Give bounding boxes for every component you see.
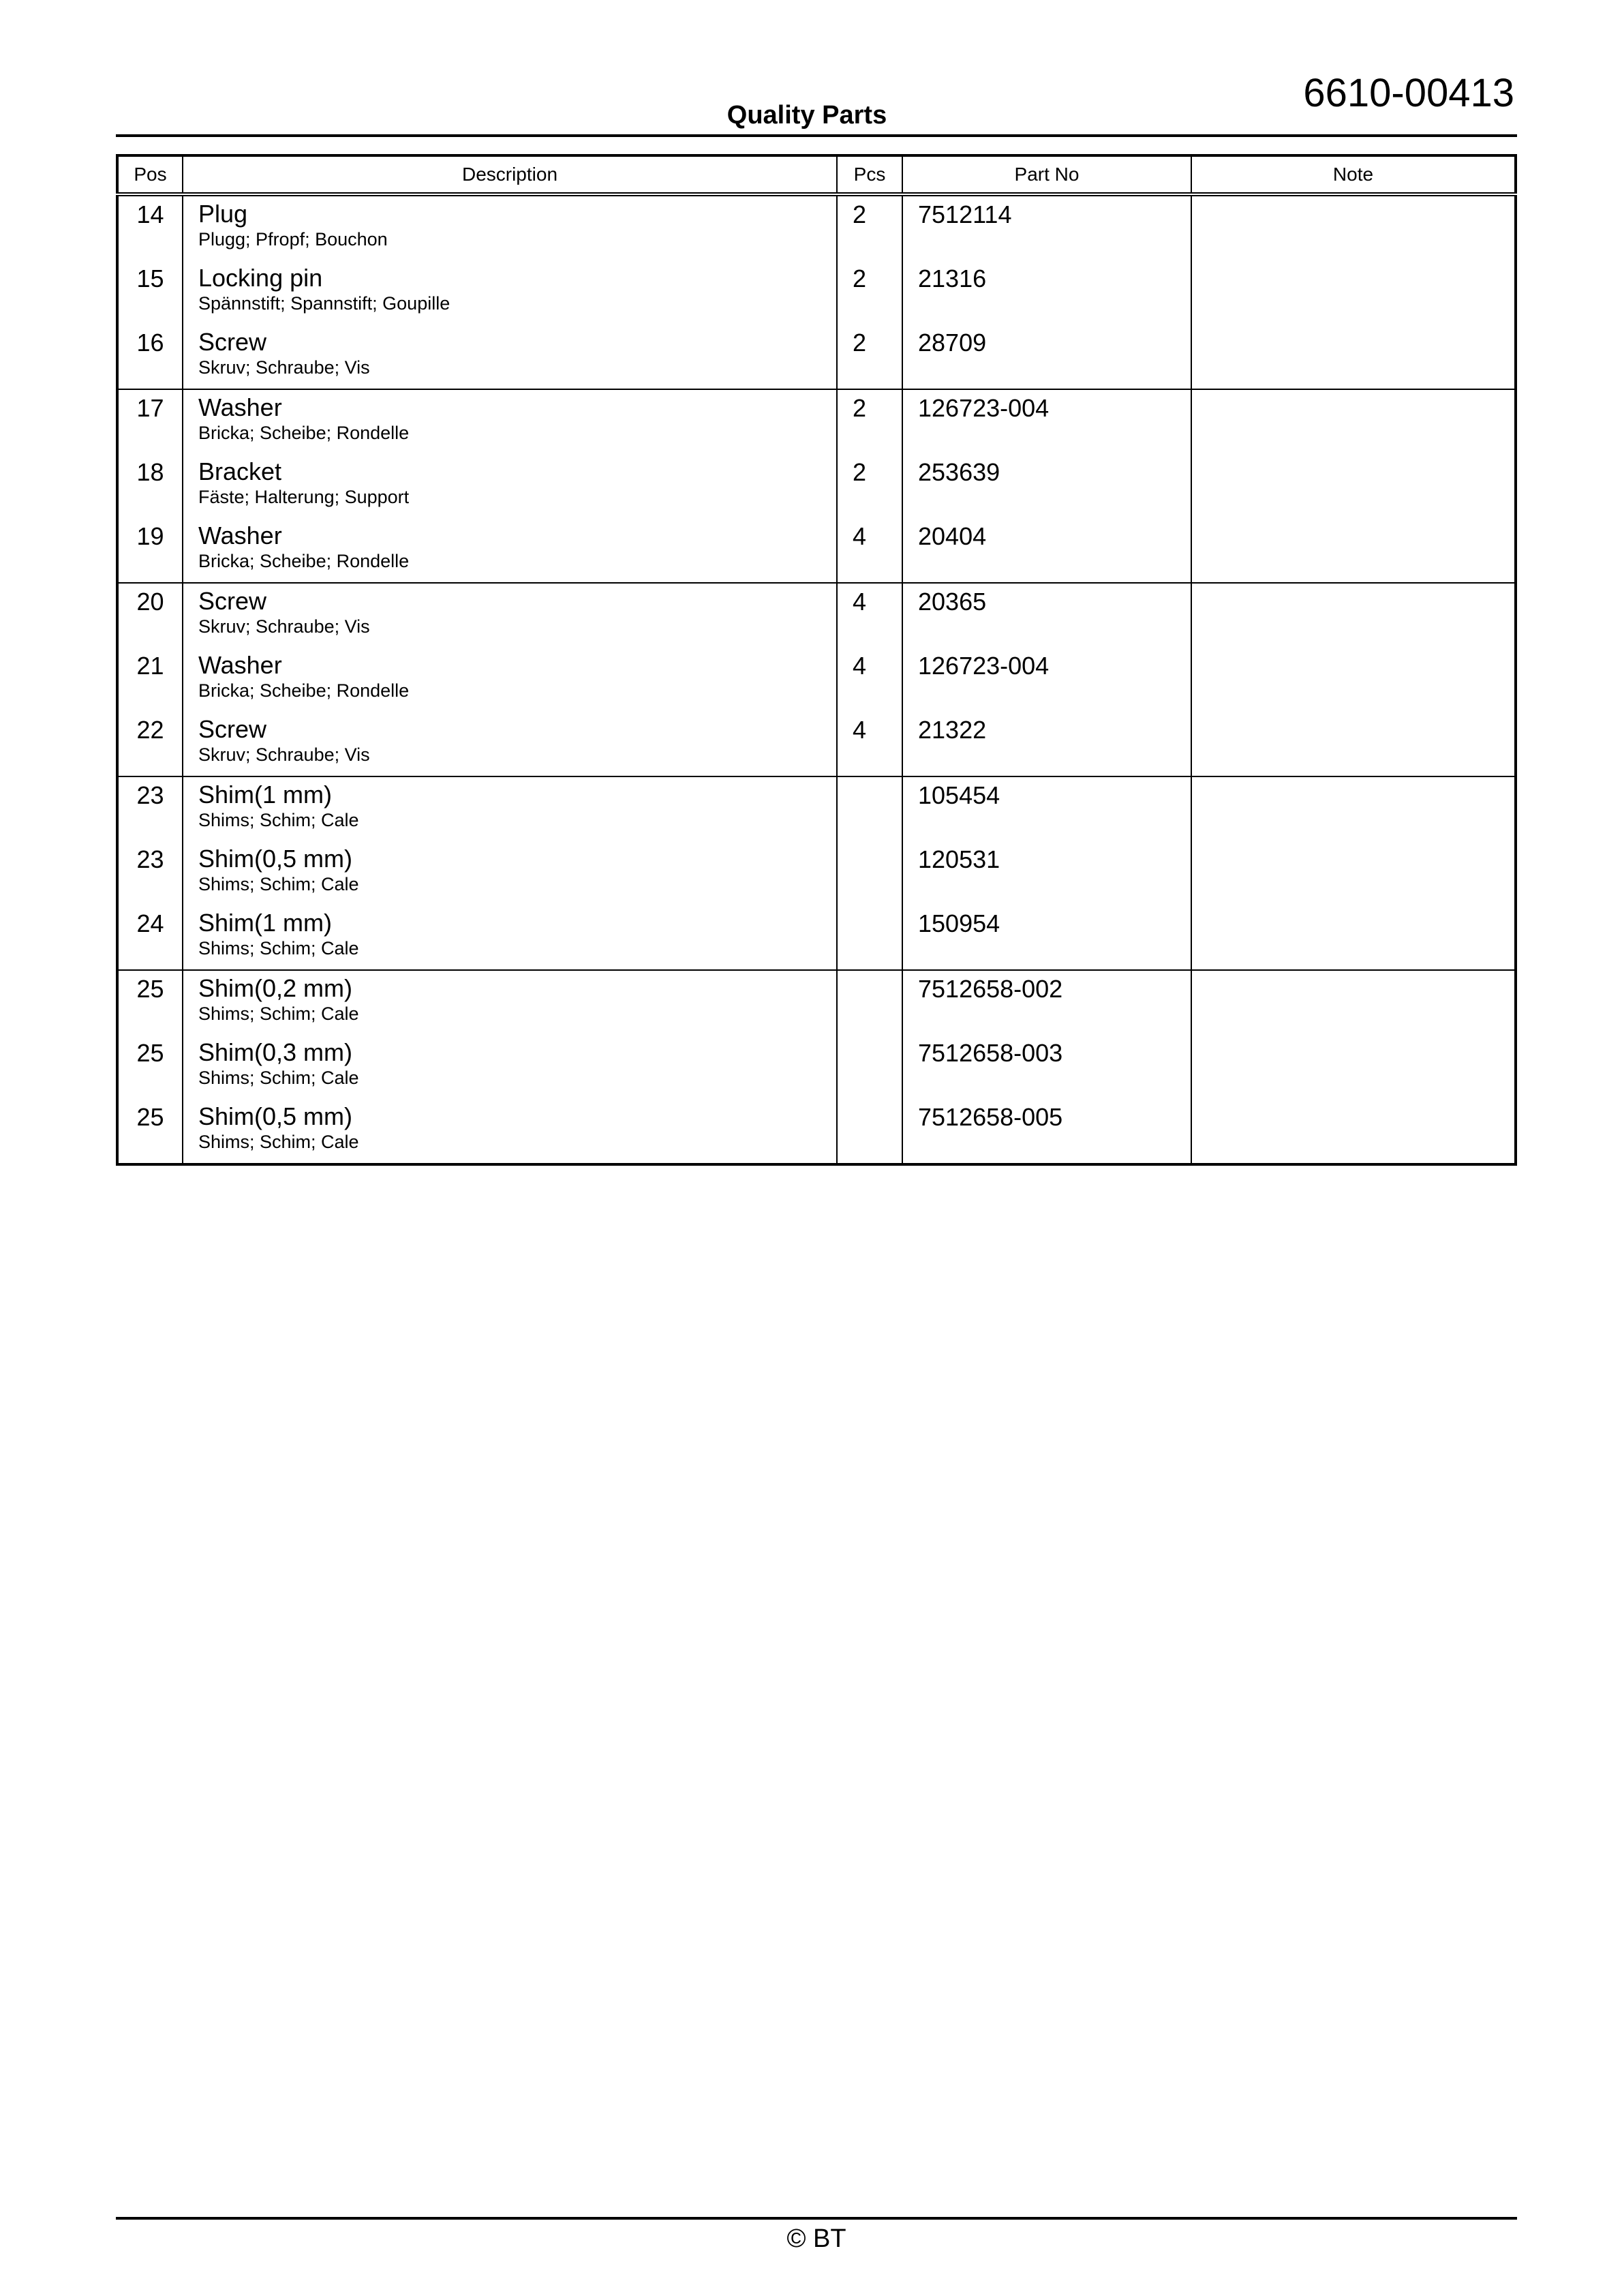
part-name: Screw — [198, 328, 267, 356]
part-name: Washer — [198, 393, 282, 421]
column-header-part-no: Part No — [902, 155, 1191, 194]
part-name: Shim(0,5 mm) — [198, 1102, 353, 1130]
table-row — [117, 648, 1516, 712]
cell-pcs: 2 — [837, 454, 902, 518]
cell-note — [1191, 970, 1516, 1035]
cell-note — [1191, 260, 1516, 324]
cell-part-no: 20365 — [902, 583, 1191, 648]
cell-part-no: 7512658-005 — [902, 1099, 1191, 1164]
table-row — [117, 454, 1516, 518]
cell-note — [1191, 324, 1516, 389]
cell-pcs — [837, 841, 902, 905]
table-row — [117, 841, 1516, 905]
column-header-note: Note — [1191, 155, 1516, 194]
part-translations: Shims; Schim; Cale — [198, 1003, 359, 1024]
cell-note — [1191, 1099, 1516, 1164]
part-translations: Bricka; Scheibe; Rondelle — [198, 551, 410, 571]
table-row — [117, 905, 1516, 970]
cell-note — [1191, 776, 1516, 841]
cell-part-no: 120531 — [902, 841, 1191, 905]
column-header-pos: Pos — [117, 155, 183, 194]
part-translations: Bricka; Scheibe; Rondelle — [198, 680, 410, 701]
cell-pos: 25 — [117, 970, 183, 1035]
column-header-description: Description — [183, 155, 837, 194]
cell-part-no: 126723-004 — [902, 389, 1191, 454]
part-translations: Skruv; Schraube; Vis — [198, 357, 370, 378]
table-row — [117, 1099, 1516, 1164]
cell-part-no: 253639 — [902, 454, 1191, 518]
cell-pos: 23 — [117, 841, 183, 905]
part-translations: Shims; Schim; Cale — [198, 874, 359, 894]
cell-pos: 24 — [117, 905, 183, 970]
part-name: Shim(1 mm) — [198, 909, 332, 937]
cell-note — [1191, 1035, 1516, 1099]
cell-pos: 15 — [117, 260, 183, 324]
cell-pcs: 2 — [837, 324, 902, 389]
part-translations: Shims; Schim; Cale — [198, 1132, 359, 1152]
table-row — [117, 194, 1516, 260]
cell-description — [183, 324, 837, 389]
part-name: Plug — [198, 200, 248, 228]
cell-description — [183, 194, 837, 260]
cell-pcs: 4 — [837, 648, 902, 712]
cell-part-no: 150954 — [902, 905, 1191, 970]
cell-pos: 25 — [117, 1035, 183, 1099]
cell-note — [1191, 583, 1516, 648]
footer-divider — [116, 2217, 1517, 2220]
part-translations: Skruv; Schraube; Vis — [198, 744, 370, 765]
part-name: Locking pin — [198, 264, 323, 292]
cell-description — [183, 1035, 837, 1099]
part-name: Screw — [198, 587, 267, 615]
part-name: Shim(0,2 mm) — [198, 974, 353, 1002]
table-row — [117, 324, 1516, 389]
part-name: Shim(0,3 mm) — [198, 1038, 353, 1066]
page-title: Quality Parts — [726, 101, 887, 130]
table-row — [117, 776, 1516, 841]
cell-description — [183, 518, 837, 583]
cell-part-no: 21316 — [902, 260, 1191, 324]
cell-description — [183, 583, 837, 648]
cell-description — [183, 970, 837, 1035]
cell-pcs — [837, 776, 902, 841]
cell-description — [183, 905, 837, 970]
part-name: Shim(1 mm) — [198, 781, 332, 809]
table-row — [117, 583, 1516, 648]
cell-pcs — [837, 1035, 902, 1099]
cell-description — [183, 454, 837, 518]
header-divider — [116, 134, 1517, 137]
part-name: Shim(0,5 mm) — [198, 845, 353, 873]
cell-description — [183, 776, 837, 841]
table-row — [117, 1035, 1516, 1099]
cell-pcs: 4 — [837, 712, 902, 776]
cell-part-no: 126723-004 — [902, 648, 1191, 712]
cell-note — [1191, 518, 1516, 583]
cell-description — [183, 1099, 837, 1164]
cell-note — [1191, 841, 1516, 905]
table-row — [117, 389, 1516, 454]
cell-pcs — [837, 970, 902, 1035]
parts-table-body — [117, 194, 1516, 1164]
cell-part-no: 105454 — [902, 776, 1191, 841]
cell-pos: 18 — [117, 454, 183, 518]
cell-pos: 22 — [117, 712, 183, 776]
cell-pos: 17 — [117, 389, 183, 454]
cell-part-no: 7512114 — [902, 194, 1191, 260]
part-translations: Skruv; Schraube; Vis — [198, 616, 370, 637]
cell-note — [1191, 454, 1516, 518]
part-translations: Bricka; Scheibe; Rondelle — [198, 423, 410, 443]
parts-table-header — [117, 155, 1516, 194]
cell-description — [183, 841, 837, 905]
table-row — [117, 712, 1516, 776]
part-translations: Fäste; Halterung; Support — [198, 487, 410, 507]
cell-pcs: 2 — [837, 389, 902, 454]
table-row — [117, 260, 1516, 324]
part-name: Screw — [198, 715, 267, 743]
cell-description — [183, 648, 837, 712]
footer-copyright: © BT — [786, 2224, 846, 2253]
cell-pcs: 2 — [837, 194, 902, 260]
cell-pcs: 2 — [837, 260, 902, 324]
table-row — [117, 970, 1516, 1035]
cell-pos: 20 — [117, 583, 183, 648]
cell-part-no: 20404 — [902, 518, 1191, 583]
part-translations: Shims; Schim; Cale — [198, 810, 359, 830]
column-header-pcs: Pcs — [837, 155, 902, 194]
cell-note — [1191, 194, 1516, 260]
part-translations: Plugg; Pfropf; Bouchon — [198, 229, 388, 250]
table-row — [117, 518, 1516, 583]
cell-pos: 21 — [117, 648, 183, 712]
part-translations: Spännstift; Spannstift; Goupille — [198, 293, 450, 314]
cell-pcs: 4 — [837, 518, 902, 583]
cell-note — [1191, 712, 1516, 776]
cell-description — [183, 260, 837, 324]
parts-table — [116, 154, 1517, 1166]
cell-part-no: 7512658-003 — [902, 1035, 1191, 1099]
cell-pos: 19 — [117, 518, 183, 583]
cell-note — [1191, 389, 1516, 454]
part-translations: Shims; Schim; Cale — [198, 1068, 359, 1088]
cell-pcs — [837, 1099, 902, 1164]
cell-pos: 25 — [117, 1099, 183, 1164]
cell-pos: 16 — [117, 324, 183, 389]
cell-part-no: 28709 — [902, 324, 1191, 389]
cell-pcs — [837, 905, 902, 970]
cell-pos: 23 — [117, 776, 183, 841]
header-row — [117, 155, 1516, 194]
part-name: Bracket — [198, 457, 282, 485]
cell-description — [183, 712, 837, 776]
part-translations: Shims; Schim; Cale — [198, 938, 359, 958]
cell-description — [183, 389, 837, 454]
part-name: Washer — [198, 522, 282, 549]
cell-pos: 14 — [117, 194, 183, 260]
document-number: 6610-00413 — [1303, 71, 1514, 115]
part-name: Washer — [198, 651, 282, 679]
cell-note — [1191, 648, 1516, 712]
cell-part-no: 21322 — [902, 712, 1191, 776]
cell-pcs: 4 — [837, 583, 902, 648]
cell-note — [1191, 905, 1516, 970]
cell-part-no: 7512658-002 — [902, 970, 1191, 1035]
